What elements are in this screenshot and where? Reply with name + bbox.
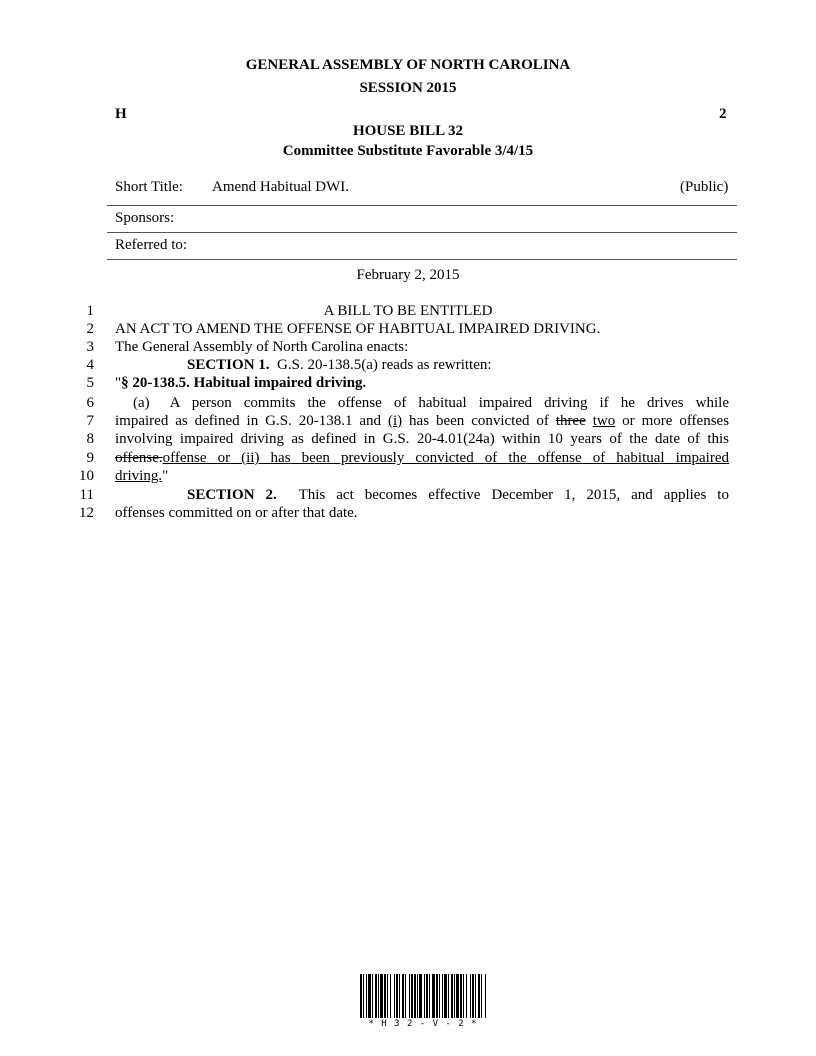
- section-2-line: [115, 487, 729, 504]
- bill-title: HOUSE BILL 32: [352, 123, 464, 139]
- barcode-bar: [432, 974, 435, 1018]
- body-line-12: offenses committed on or after that date.: [115, 505, 358, 521]
- barcode-bar: [448, 974, 449, 1018]
- barcode-bar: [378, 974, 379, 1018]
- inserted-text: driving.: [115, 468, 163, 484]
- line-number: 11: [79, 487, 94, 503]
- barcode-bar: [426, 974, 428, 1018]
- barcode-bar: [409, 974, 410, 1018]
- barcode-bar: [411, 974, 413, 1018]
- barcode-bar: [429, 974, 430, 1018]
- barcode-bar: [390, 974, 391, 1018]
- body-line-6: [115, 395, 729, 412]
- body-text: A person commits the offense of habitual impaired driving if he drives while: [169, 395, 729, 411]
- barcode: [360, 974, 486, 1018]
- section-2-heading: SECTION 2.: [187, 487, 277, 503]
- referred-label: Referred to:: [115, 237, 188, 253]
- barcode-bar: [466, 974, 467, 1018]
- line-number: 6: [86, 395, 94, 411]
- barcode-bar: [485, 974, 486, 1018]
- public-label: (Public): [680, 179, 729, 195]
- barcode-bar: [436, 974, 438, 1018]
- deleted-text: three: [555, 413, 586, 429]
- section-1-line: [115, 357, 729, 374]
- body-line-9: [115, 450, 729, 467]
- line-number: 7: [86, 413, 94, 429]
- deleted-text: offense.: [115, 450, 163, 466]
- enacting-clause: The General Assembly of North Carolina enacts:: [115, 339, 409, 355]
- bill-heading: A BILL TO BE ENTITLED: [323, 303, 493, 319]
- barcode-bar: [478, 974, 480, 1018]
- line-number: 2: [86, 321, 94, 337]
- barcode-bar: [402, 974, 404, 1018]
- barcode-bar: [481, 974, 482, 1018]
- barcode-bar: [372, 974, 373, 1018]
- statute-heading: § 20-138.5. Habitual impaired driving.: [121, 375, 367, 391]
- section-2-text: This act becomes effective December 1, 2015, and applies to: [298, 487, 729, 503]
- body-line-10: [115, 468, 729, 485]
- section-1-text: G.S. 20-138.5(a) reads as rewritten:: [277, 357, 492, 373]
- barcode-bar: [394, 974, 395, 1018]
- session-title: SESSION 2015: [359, 80, 457, 96]
- barcode-bar: [456, 974, 459, 1018]
- body-text: has been convicted of: [409, 413, 549, 429]
- barcode-bar: [417, 974, 418, 1018]
- divider: [107, 232, 737, 233]
- barcode-bar: [368, 974, 371, 1018]
- version-number: 2: [719, 106, 727, 122]
- version-description: Committee Substitute Favorable 3/4/15: [282, 143, 534, 159]
- body-text: impaired as defined in G.S. 20-138.1 and: [115, 413, 382, 429]
- line-number: 5: [86, 375, 94, 391]
- barcode-bar: [363, 974, 364, 1018]
- close-quote: ": [162, 468, 169, 484]
- short-title-label: Short Title:: [115, 179, 183, 195]
- barcode-bar: [380, 974, 383, 1018]
- barcode-bar: [454, 974, 455, 1018]
- barcode-bar: [442, 974, 443, 1018]
- barcode-bar: [475, 974, 476, 1018]
- line-number: 10: [79, 468, 94, 484]
- line-number: 12: [79, 505, 94, 521]
- barcode-bar: [399, 974, 400, 1018]
- body-text: or more offenses: [622, 413, 730, 429]
- section-1-heading: SECTION 1.: [187, 357, 270, 373]
- inserted-text: offense or (ii) has been previously convicted of the offense of habitual impaired: [162, 450, 729, 466]
- divider: [107, 259, 737, 260]
- barcode-bar: [384, 974, 386, 1018]
- barcode-bar: [387, 974, 388, 1018]
- line-number: 3: [86, 339, 94, 355]
- open-quote: ": [115, 375, 122, 391]
- barcode-bar: [424, 974, 425, 1018]
- line-number: 9: [86, 450, 94, 466]
- barcode-bar: [470, 974, 471, 1018]
- body-line-7: [115, 413, 729, 430]
- barcode-bar: [414, 974, 416, 1018]
- chamber-code: H: [115, 106, 127, 122]
- statute-heading-line: [115, 375, 729, 392]
- act-title: AN ACT TO AMEND THE OFFENSE OF HABITUAL IMPAIRED DRIVING.: [115, 321, 601, 337]
- line-number: 8: [86, 431, 94, 447]
- barcode-bar: [460, 974, 462, 1018]
- barcode-bar: [444, 974, 447, 1018]
- barcode-text: * H 3 2 - V - 2 *: [368, 1019, 478, 1029]
- line-number: 1: [86, 303, 94, 319]
- inserted-text: (i): [387, 413, 403, 429]
- barcode-bar: [439, 974, 440, 1018]
- barcode-bar: [463, 974, 464, 1018]
- barcode-bar: [472, 974, 474, 1018]
- barcode-bar: [405, 974, 406, 1018]
- body-line-8: involving impaired driving as defined in G.S. 20-4.01(24a) within 10 years of the date of this: [115, 431, 729, 447]
- barcode-bar: [396, 974, 398, 1018]
- barcode-bar: [375, 974, 377, 1018]
- short-title-value: Amend Habitual DWI.: [212, 179, 350, 195]
- subsection-label: (a): [133, 395, 150, 411]
- divider: [107, 205, 737, 206]
- barcode-bar: [451, 974, 453, 1018]
- barcode-bar: [419, 974, 422, 1018]
- line-number: 4: [86, 357, 94, 373]
- sponsors-label: Sponsors:: [115, 210, 175, 226]
- assembly-title: GENERAL ASSEMBLY OF NORTH CAROLINA: [245, 57, 571, 73]
- barcode-bar: [360, 974, 362, 1018]
- barcode-bar: [366, 974, 367, 1018]
- bill-date: February 2, 2015: [356, 267, 460, 283]
- inserted-text: two: [592, 413, 616, 429]
